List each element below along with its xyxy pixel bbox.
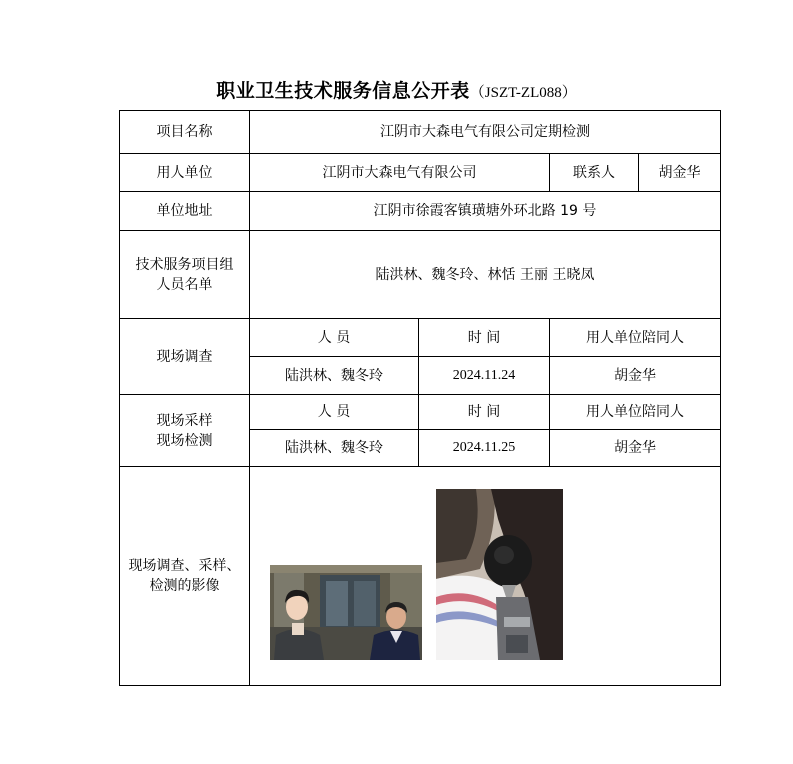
sampling-label-line2: 现场检测 — [156, 432, 213, 449]
site-survey-photo — [270, 565, 422, 660]
survey-label: 现场调查 — [120, 319, 250, 395]
survey-date: 2024.11.24 — [419, 357, 550, 395]
address-value: 江阴市徐霞客镇璜塘外环北路 19 号 — [250, 192, 721, 231]
sampling-people: 陆洪林、魏冬玲 — [250, 430, 419, 467]
images-row — [120, 467, 721, 686]
survey-escort: 胡金华 — [550, 357, 721, 395]
sampling-escort: 胡金华 — [550, 430, 721, 467]
employer-row — [120, 154, 721, 192]
sampling-header-people: 人 员 — [250, 395, 419, 430]
page-title — [0, 76, 793, 103]
contact-value: 胡金华 — [639, 154, 721, 192]
project-label: 项目名称 — [120, 111, 250, 154]
survey-header-row — [120, 319, 721, 357]
survey-header-escort: 用人单位陪同人 — [550, 319, 721, 357]
images-label — [120, 467, 250, 686]
address-label: 单位地址 — [120, 192, 250, 231]
title-main: 职业卫生技术服务信息公开表 — [216, 80, 470, 102]
survey-header-time: 时 间 — [419, 319, 550, 357]
project-row — [120, 111, 721, 154]
team-label-line1: 技术服务项目组 — [135, 256, 234, 273]
address-row — [120, 192, 721, 231]
images-label-line2: 检测的影像 — [149, 578, 220, 594]
project-value: 江阴市大森电气有限公司定期检测 — [250, 111, 721, 154]
team-label-line2: 人员名单 — [156, 276, 213, 293]
sampling-label-line1: 现场采样 — [156, 412, 213, 429]
employer-value: 江阴市大森电气有限公司 — [250, 154, 550, 192]
sampling-date: 2024.11.25 — [419, 430, 550, 467]
survey-header-people: 人 员 — [250, 319, 419, 357]
sampling-header-time: 时 间 — [419, 395, 550, 430]
sampling-header-row — [120, 395, 721, 430]
team-row — [120, 231, 721, 319]
info-table — [119, 110, 721, 686]
form-code: （JSZT-ZL088） — [469, 85, 577, 101]
sampling-label — [120, 395, 250, 467]
employer-label: 用人单位 — [120, 154, 250, 192]
team-value: 陆洪林、魏冬玲、林恬 王丽 王晓凤 — [250, 231, 721, 319]
contact-label: 联系人 — [550, 154, 639, 192]
team-label — [120, 231, 250, 319]
images-cell — [250, 467, 721, 686]
sampling-header-escort: 用人单位陪同人 — [550, 395, 721, 430]
noise-measurement-photo — [436, 489, 563, 660]
survey-people: 陆洪林、魏冬玲 — [250, 357, 419, 395]
photo-area — [250, 467, 720, 684]
images-label-line1: 现场调查、采样、 — [128, 558, 241, 574]
